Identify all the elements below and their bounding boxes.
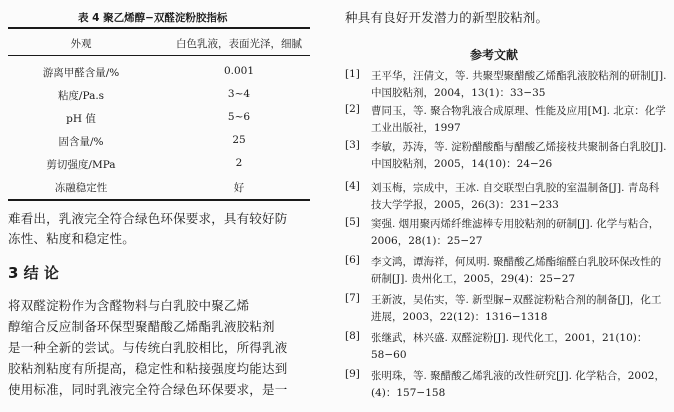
- paragraph-line: 冻性、粘度和稳定性。: [8, 231, 136, 246]
- table-header-col1: 外观: [70, 38, 92, 50]
- paragraph-line: 醇缩合反应制备环保型聚醋酸乙烯酯乳液胶粘剂: [8, 319, 275, 334]
- paragraph-line: 胶粘剂粘度有所提高，稳定性和粘接强度均能达到: [8, 361, 288, 376]
- table-top-rule: [8, 27, 310, 29]
- reference-text: 张继武，林兴盛. 双醛淀粉[J]. 现代化工，2001，21(10)：58−60: [371, 332, 648, 361]
- reference-text: 李文鸿，谭海祥，何凤明. 聚醋酸乙烯酯缩醛白乳胶环保改性的研制[J]. 贵州化工，2005，29(4)：25−27: [371, 256, 662, 285]
- reference-text: 曹同玉，等. 聚合物乳液合成原理、性能及应用[M]. 北京：化学工业出版社，1997: [371, 105, 666, 134]
- table-cell-value: 25: [232, 134, 246, 146]
- reference-number: [2]: [345, 103, 360, 115]
- reference-number: [6]: [345, 254, 360, 266]
- table-cell-label: 固含量/%: [58, 136, 104, 148]
- paragraph-line: 种具有良好开发潜力的新型胶粘剂。: [345, 10, 549, 25]
- reference-number: [7]: [345, 292, 360, 304]
- reference-number: [5]: [345, 216, 360, 228]
- table-header-rule: [8, 55, 310, 56]
- reference-text: 窦强. 烟用聚丙烯纤维滤棒专用胶粘剂的研制[J]. 化学与粘合，2006，28(1)：25−27: [371, 218, 660, 247]
- table-bottom-rule: [8, 199, 310, 201]
- table-cell-label: 剪切强度/MPa: [46, 159, 116, 171]
- table-cell-value: 5~6: [227, 111, 251, 123]
- references-title: 参考文献: [470, 48, 519, 62]
- table-cell-label: 粘度/Pa.s: [57, 90, 105, 102]
- reference-text: 刘玉梅，宗成中，王冰. 自交联型白乳胶的室温制备[J]. 青岛科技大学学报，2005，26(3)：231−233: [371, 182, 660, 211]
- table-cell-value: 2: [235, 157, 243, 169]
- table-cell-label: 冻融稳定性: [54, 182, 108, 194]
- paragraph-line: 是一种全新的尝试。与传统白乳胶相比，所得乳液: [8, 340, 288, 355]
- table-caption: 表 4 聚乙烯醇−双醛淀粉胶指标: [78, 12, 228, 24]
- reference-number: [9]: [345, 368, 360, 380]
- section-heading: 3 结 论: [8, 264, 59, 282]
- reference-number: [1]: [345, 68, 360, 80]
- paragraph-line: 使用标准，同时乳液完全符合绿色环保要求，是一: [8, 382, 288, 397]
- reference-text: 张明珠，等. 聚醋酸乙烯乳液的改性研究[J]. 化学粘合，2002，(4)：157−158: [371, 370, 665, 399]
- reference-text: 李敏，苏涛，等. 淀粉醋酸酯与醋酸乙烯接枝共聚制备白乳胶[J]. 中国胶粘剂，2005，14(10)：24−26: [371, 141, 667, 170]
- table-cell-value: 3~4: [227, 88, 251, 100]
- reference-number: [4]: [345, 180, 360, 192]
- table-cell-label: pH 值: [66, 113, 96, 125]
- table-cell-value: 好: [233, 182, 245, 194]
- reference-number: [8]: [345, 330, 360, 342]
- reference-text: 王新波，吴佑实，等. 新型脲−双醛淀粉粘合剂的制备[J]，化工进展，2003，22(12)：1316−1318: [371, 294, 662, 323]
- table-header-col2: 白色乳液，表面光泽，细腻: [176, 38, 302, 50]
- reference-number: [3]: [345, 139, 360, 151]
- table-cell-value: 0.001: [223, 65, 255, 77]
- table-cell-label: 游离甲醛含量/%: [42, 67, 120, 79]
- paragraph-line: 将双醛淀粉作为含醛物料与白乳胶中聚乙烯: [8, 298, 250, 313]
- reference-text: 王平华，汪倩文，等. 共聚型聚醋酸乙烯酯乳液胶粘剂的研制[J]. 中国胶粘剂，2004，13(1)：33−35: [371, 70, 667, 99]
- paragraph-line: 难看出，乳液完全符合绿色环保要求，具有较好防: [8, 211, 288, 226]
